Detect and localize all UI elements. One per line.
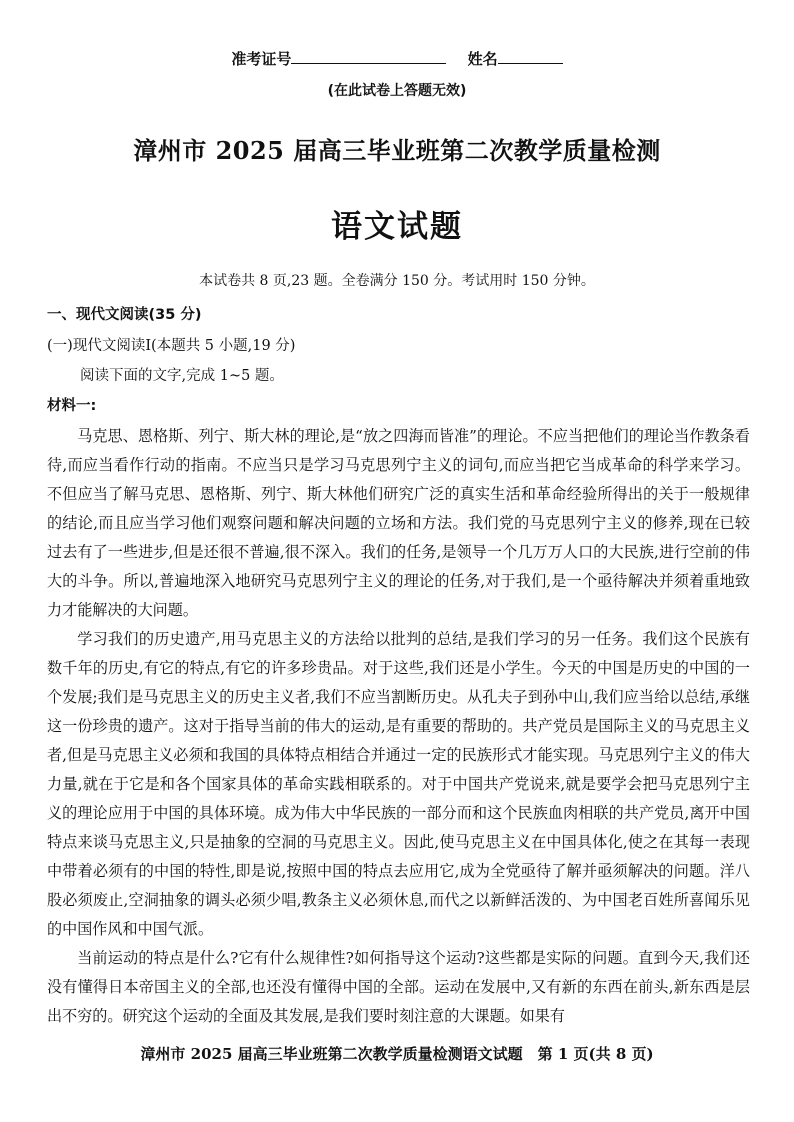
exam-info: 本试卷共 8 页,23 题。全卷满分 150 分。考试用时 150 分钟。	[199, 273, 595, 289]
reading-passage	[47, 422, 750, 1031]
section-heading: 一、现代文阅读(35 分)	[47, 307, 202, 323]
exam-title: 漳州市 2025 届高三毕业班第二次教学质量检测	[133, 136, 661, 165]
page-footer: 漳州市 2025 届高三毕业班第二次教学质量检测语文试题 第 1 页(共 8 页)	[140, 1045, 654, 1063]
sub-section-heading: (一)现代文阅读Ⅰ(本题共 5 小题,19 分)	[47, 338, 296, 354]
material-label: 材料一:	[47, 398, 97, 414]
invalid-answer-note: (在此试卷上答题无效)	[327, 83, 467, 99]
passage-paragraph: 学习我们的历史遗产,用马克思主义的方法给以批判的总结,是我们学习的另一任务。我们这个民族有数千年的历史,有它的特点,有它的许多珍贵品。对于这些,我们还是小学生。今天的中国是历史的中国的一个发展;我们是马克思主义的历史主义者,我们不应当割断历史。从孔夫子到孙中山,我们应当给以总结,承继这一份珍贵的遗产。这对于指导当前的伟大的运动,是有重要的帮助的。共产党员是国际主义的马克思主义者,但是马克思主义必须和我国的具体特点相结合并通过一定的民族形式才能实现。马克思列宁主义的伟大力量,就在于它是和各个国家具体的革命实践相联系的。对于中国共产党说来,就是要学会把马克思列宁主义的理论应用于中国的具体环境。成为伟大中华民族的一部分而和这个民族血肉相联的共产党员,离开中国特点来谈马克思主义,只是抽象的空洞的马克思主义。因此,使马克思主义在中国具体化,使之在其每一表现中带着必须有的中国的特性,即是说,按照中国的特点去应用它,成为全党亟待了解并亟须解决的问题。洋八股必须废止,空洞抽象的调头必须少唱,教条主义必须休息,而代之以新鲜活泼的、为中国老百姓所喜闻乐见的中国作风和中国气派。	[47, 630, 750, 938]
subject-title: 语文试题	[331, 209, 463, 245]
candidate-info-line	[0, 48, 794, 69]
name-blank	[498, 49, 563, 64]
exam-number-blank	[291, 49, 446, 64]
passage-paragraph: 当前运动的特点是什么?它有什么规律性?如何指导这个运动?这些都是实际的问题。直到今天,我们还没有懂得日本帝国主义的全部,也还没有懂得中国的全部。运动在发展中,又有新的东西在前头,新东西是层出不穷的。研究这个运动的全面及其发展,是我们要时刻注意的大课题。如果有	[47, 949, 750, 1025]
name-label: 姓名	[467, 50, 498, 68]
exam-number-label: 准考证号	[231, 50, 292, 68]
reading-instruction: 阅读下面的文字,完成 1~5 题。	[80, 368, 284, 384]
passage-paragraph: 马克思、恩格斯、列宁、斯大林的理论,是“放之四海而皆准”的理论。不应当把他们的理论当作教条看待,而应当看作行动的指南。不应当只是学习马克思列宁主义的词句,而应当把它当成革命的科学来学习。不但应当了解马克思、恩格斯、列宁、斯大林他们研究广泛的真实生活和革命经验所得出的关于一般规律的结论,而且应当学习他们观察问题和解决问题的立场和方法。我们党的马克思列宁主义的修养,现在已较过去有了一些进步,但是还很不普遍,很不深入。我们的任务,是领导一个几万万人口的大民族,进行空前的伟大的斗争。所以,普遍地深入地研究马克思列宁主义的理论的任务,对于我们,是一个亟待解决并须着重地致力才能解决的大问题。	[47, 427, 750, 619]
